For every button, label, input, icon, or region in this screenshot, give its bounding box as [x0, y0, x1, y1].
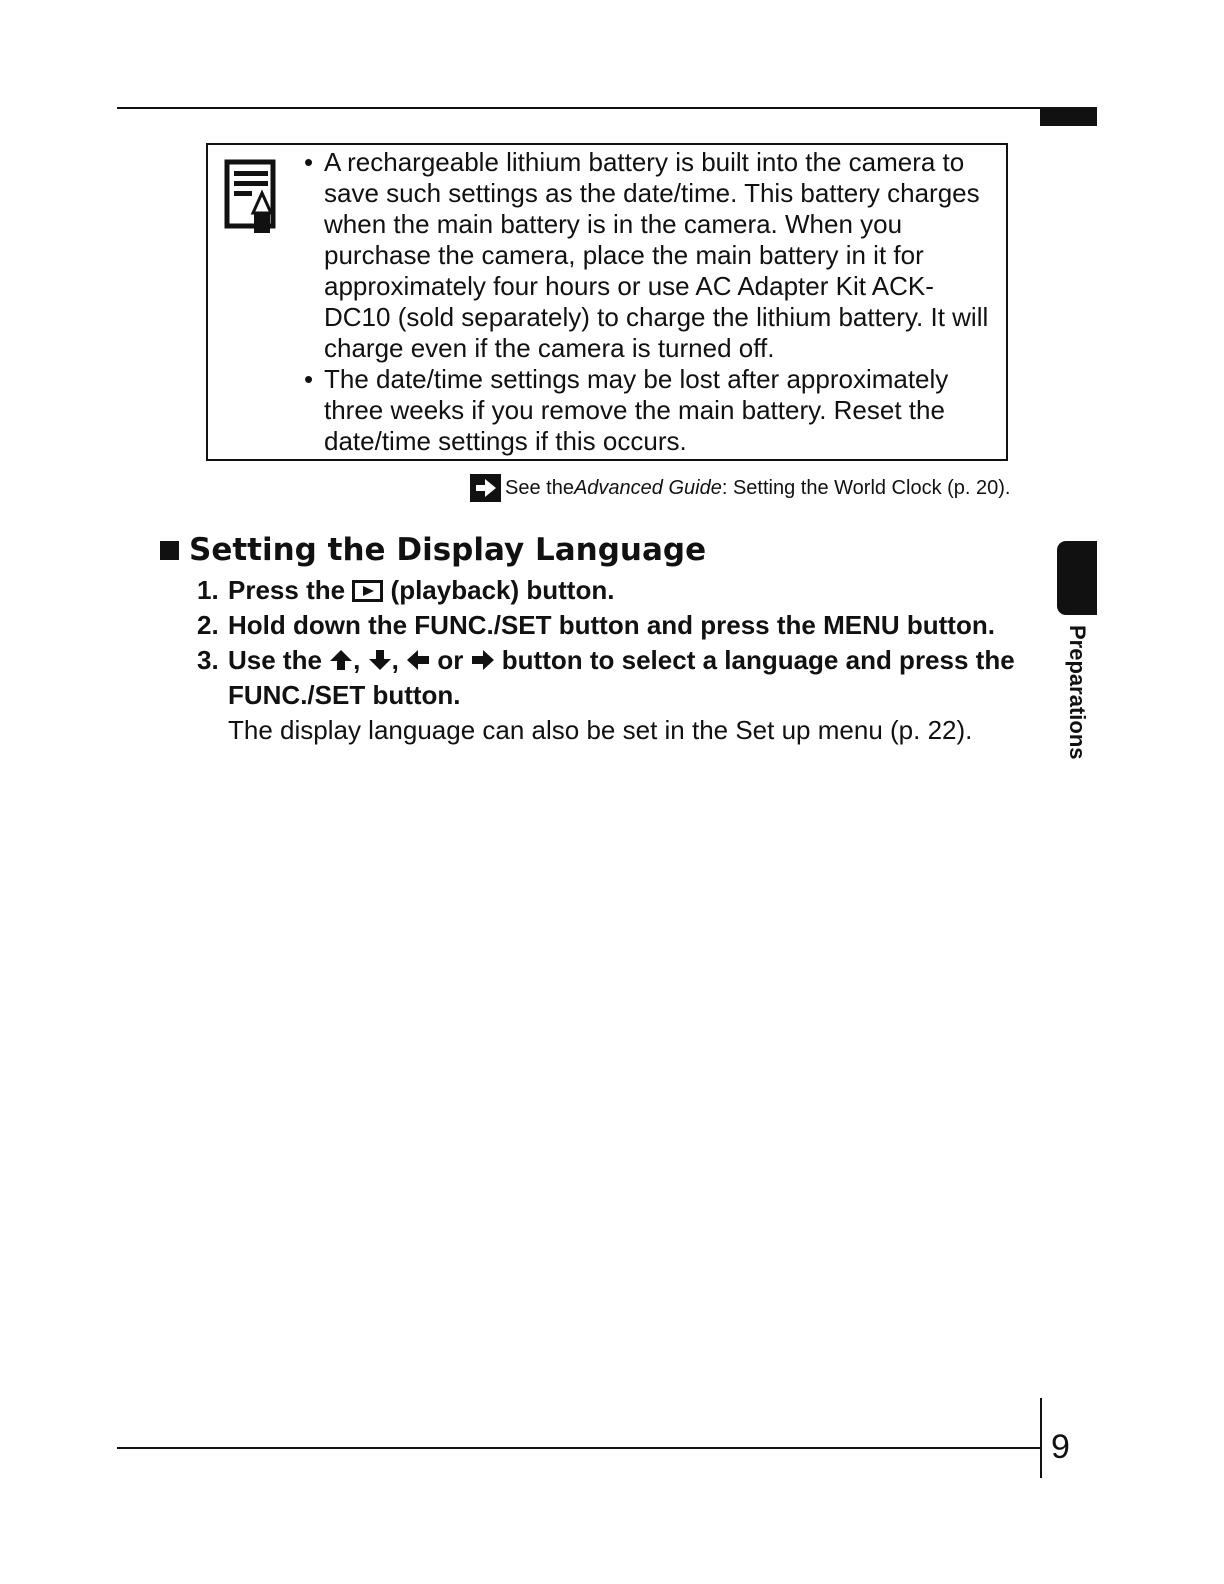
playback-button-icon — [352, 580, 383, 602]
note-item — [304, 147, 992, 364]
page-number-divider — [1040, 1398, 1042, 1478]
top-rule — [117, 107, 1097, 109]
step-number: 3. — [197, 645, 219, 675]
chapter-tab-label: Preparations — [1065, 625, 1090, 760]
reference-arrow-icon — [470, 474, 501, 502]
separator: , — [391, 645, 399, 675]
right-arrow-icon — [471, 649, 495, 671]
down-arrow-icon — [368, 649, 392, 671]
note-list — [304, 147, 992, 457]
page-number: 9 — [1051, 1428, 1070, 1466]
step-number: 1. — [197, 575, 219, 605]
step-text: button to select a language and press the FUNC./SET button. — [228, 645, 1015, 710]
section-title — [160, 530, 706, 570]
step-1 — [197, 573, 1027, 608]
step-3 — [197, 643, 1027, 747]
bottom-rule — [117, 1447, 1041, 1449]
bullet: • — [304, 364, 314, 394]
advanced-guide-reference — [470, 474, 1011, 502]
note-item-text: A rechargeable lithium battery is built into the camera to save such settings as the date/time. This battery charges when the main battery is in the camera. When you purchase the camera, place the main battery in it for approximately four hours or use AC Adapter Kit ACK-DC10 (sold separately) to charge the lithium battery. It will charge even if the camera is turned off. — [324, 147, 989, 363]
reference-suffix: : Setting the World Clock (p. 20). — [721, 477, 1011, 499]
reference-prefix: See the — [505, 477, 574, 499]
memo-note-icon — [224, 159, 280, 233]
reference-guide-title: Advanced Guide — [573, 477, 722, 499]
step-text: Press the — [228, 575, 346, 605]
step-note: The display language can also be set in the Set up menu (p. 22). — [228, 715, 973, 745]
step-text: (playback) button. — [390, 575, 615, 605]
note-item — [304, 364, 992, 457]
step-text: Hold down the FUNC./SET button and press the MENU button. — [228, 610, 995, 640]
note-item-text: The date/time settings may be lost after approximately three weeks if you remove the main battery. Reset the date/time settings if this occurs. — [324, 364, 949, 456]
section-title-text: Setting the Display Language — [189, 532, 707, 568]
step-2 — [197, 608, 1027, 643]
note-box — [206, 143, 1008, 461]
bullet: • — [304, 147, 314, 177]
separator: , — [353, 645, 361, 675]
chapter-tab-marker — [1057, 541, 1097, 615]
section-square-icon — [160, 541, 179, 560]
step-number: 2. — [197, 610, 219, 640]
steps-list — [197, 573, 1027, 747]
step-text: Use the — [228, 645, 322, 675]
step-text: or — [437, 645, 464, 675]
up-arrow-icon — [329, 649, 353, 671]
top-tab-marker — [1040, 107, 1097, 126]
left-arrow-icon — [406, 649, 430, 671]
